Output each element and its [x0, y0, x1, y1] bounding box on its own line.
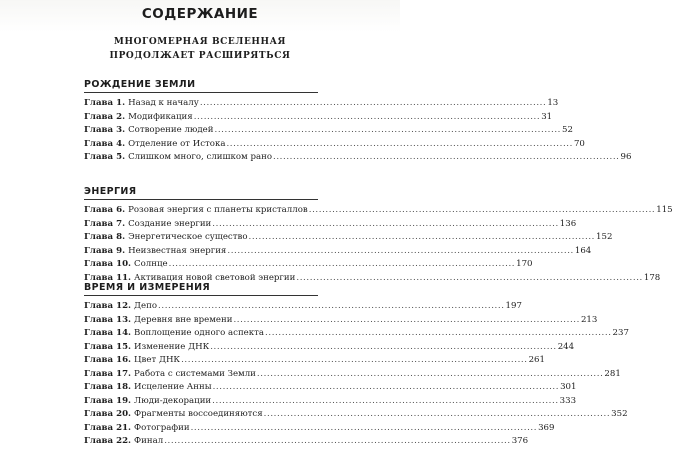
- chapter-number: Глава 11.: [84, 272, 132, 283]
- toc-entry[interactable]: [84, 245, 592, 259]
- chapter-number: Глава 18.: [84, 382, 132, 392]
- toc-section: [84, 79, 632, 165]
- page-number: 164: [574, 245, 592, 256]
- page-number: 301: [560, 382, 577, 392]
- toc-entry[interactable]: [84, 258, 533, 272]
- intro-block: [0, 35, 400, 63]
- toc-entry[interactable]: [84, 381, 577, 395]
- chapter-number: Глава 14.: [84, 328, 132, 338]
- dot-leader: [257, 368, 604, 382]
- chapter-title: Исцеление Анны: [134, 382, 212, 392]
- page-number: 281: [604, 368, 621, 379]
- intro-line-2: ПРОДОЛЖАЕТ РАСШИРЯТЬСЯ: [109, 51, 291, 61]
- page-number: 96: [620, 152, 632, 162]
- toc-entry[interactable]: [84, 124, 573, 138]
- chapter-number: Глава 17.: [84, 368, 132, 379]
- page-number: 197: [505, 301, 522, 311]
- page-number: 152: [596, 232, 613, 242]
- chapter-number: Глава 9.: [84, 245, 126, 256]
- chapter-number: Глава 2.: [84, 111, 126, 122]
- toc-entry[interactable]: [84, 341, 575, 355]
- dot-leader: [158, 300, 505, 314]
- chapter-number: Глава 12.: [84, 301, 132, 311]
- toc-section: [84, 186, 673, 285]
- chapter-title: Отделение от Истока: [128, 138, 226, 149]
- chapter-title: Фрагменты воссоединяются: [134, 409, 263, 419]
- chapter-title: Энергетическое существо: [128, 232, 248, 242]
- dot-leader: [212, 218, 559, 232]
- page-number: 213: [580, 314, 598, 325]
- chapter-title: Модификация: [128, 111, 193, 122]
- dot-leader: [309, 204, 656, 218]
- page-number: 52: [562, 125, 573, 135]
- chapter-number: Глава 21.: [84, 422, 132, 433]
- chapter-title: Люди-декорации: [134, 395, 212, 406]
- page-number: 13: [547, 98, 559, 108]
- toc-entry[interactable]: [84, 314, 598, 328]
- page-number: 136: [559, 218, 577, 229]
- chapter-title: Неизвестная энергия: [128, 245, 227, 256]
- toc-entry[interactable]: [84, 138, 585, 152]
- dot-leader: [210, 341, 557, 355]
- chapter-title: Деревня вне времени: [134, 314, 233, 325]
- page-number: 376: [511, 436, 529, 446]
- dot-leader: [200, 97, 547, 111]
- chapter-title: Воплощение одного аспекта: [134, 328, 265, 338]
- page-title: СОДЕРЖАНИЕ: [141, 6, 259, 22]
- chapter-number: Глава 13.: [84, 314, 132, 325]
- page-number: 352: [611, 409, 628, 419]
- chapter-number: Глава 10.: [84, 259, 132, 269]
- chapter-number: Глава 16.: [84, 355, 132, 365]
- chapter-title: Слишком много, слишком рано: [128, 152, 272, 162]
- page-number: 237: [612, 328, 629, 338]
- chapter-number: Глава 22.: [84, 436, 132, 446]
- page-number: 261: [528, 355, 545, 365]
- chapter-number: Глава 5.: [84, 152, 126, 162]
- chapter-number: Глава 3.: [84, 125, 126, 135]
- section-title: ЭНЕРГИЯ: [84, 186, 318, 200]
- dot-leader: [213, 381, 560, 395]
- intro-line-1: МНОГОМЕРНАЯ ВСЕЛЕННАЯ: [113, 37, 287, 47]
- chapter-title: Назад к началу: [128, 98, 199, 108]
- toc-entry[interactable]: [84, 408, 628, 422]
- chapter-number: Глава 19.: [84, 395, 132, 406]
- dot-leader: [249, 231, 596, 245]
- toc-entry[interactable]: [84, 435, 529, 449]
- dot-leader: [264, 408, 611, 422]
- dot-leader: [164, 435, 511, 449]
- toc-entry[interactable]: [84, 151, 632, 165]
- page-number: 178: [643, 272, 661, 283]
- dot-leader: [296, 272, 643, 286]
- chapter-number: Глава 20.: [84, 409, 132, 419]
- dot-leader: [226, 138, 573, 152]
- toc-entry[interactable]: [84, 204, 673, 218]
- dot-leader: [212, 395, 559, 409]
- chapter-title: Изменение ДНК: [134, 341, 210, 352]
- chapter-title: Розовая энергия с планеты кристаллов: [128, 205, 308, 215]
- dot-leader: [181, 354, 528, 368]
- dot-leader: [191, 422, 538, 436]
- page-number: 70: [573, 138, 585, 149]
- page-number: 31: [541, 111, 553, 122]
- page-number: 244: [557, 341, 575, 352]
- dot-leader: [215, 124, 562, 138]
- page-number: 333: [559, 395, 577, 406]
- toc-entry[interactable]: [84, 300, 522, 314]
- chapter-number: Глава 7.: [84, 218, 126, 229]
- chapter-title: Активация новой световой энергии: [134, 272, 296, 283]
- chapter-number: Глава 4.: [84, 138, 126, 149]
- toc-entry[interactable]: [84, 111, 553, 125]
- dot-leader: [227, 245, 574, 259]
- page-number: 369: [538, 422, 555, 433]
- chapter-number: Глава 1.: [84, 98, 126, 108]
- dot-leader: [273, 151, 620, 165]
- section-title: РОЖДЕНИЕ ЗЕМЛИ: [84, 79, 318, 93]
- toc-entry[interactable]: [84, 97, 559, 111]
- page-number: 170: [516, 259, 533, 269]
- toc-entry[interactable]: [84, 395, 577, 409]
- chapter-title: Сотворение людей: [128, 125, 214, 135]
- chapter-number: Глава 15.: [84, 341, 132, 352]
- toc-entry[interactable]: [84, 218, 577, 232]
- chapter-title: Работа с системами Земли: [134, 368, 256, 379]
- toc-entry[interactable]: [84, 422, 555, 436]
- chapter-number: Глава 6.: [84, 205, 126, 215]
- chapter-title: Солнце: [134, 259, 168, 269]
- section-title: ВРЕМЯ И ИЗМЕРЕНИЯ: [84, 282, 318, 296]
- dot-leader: [194, 111, 541, 125]
- toc-entry[interactable]: [84, 354, 545, 368]
- dot-leader: [233, 314, 580, 328]
- chapter-number: Глава 8.: [84, 232, 126, 242]
- toc-entry[interactable]: [84, 368, 621, 382]
- dot-leader: [265, 327, 612, 341]
- dot-leader: [169, 258, 516, 272]
- page-number: 115: [656, 205, 673, 215]
- chapter-title: Финал: [134, 436, 164, 446]
- chapter-title: Создание энергии: [128, 218, 212, 229]
- toc-entry[interactable]: [84, 327, 629, 341]
- chapter-title: Депо: [134, 301, 158, 311]
- chapter-title: Цвет ДНК: [134, 355, 181, 365]
- chapter-title: Фотографии: [134, 422, 190, 433]
- toc-entry[interactable]: [84, 231, 613, 245]
- toc-section: [84, 282, 629, 449]
